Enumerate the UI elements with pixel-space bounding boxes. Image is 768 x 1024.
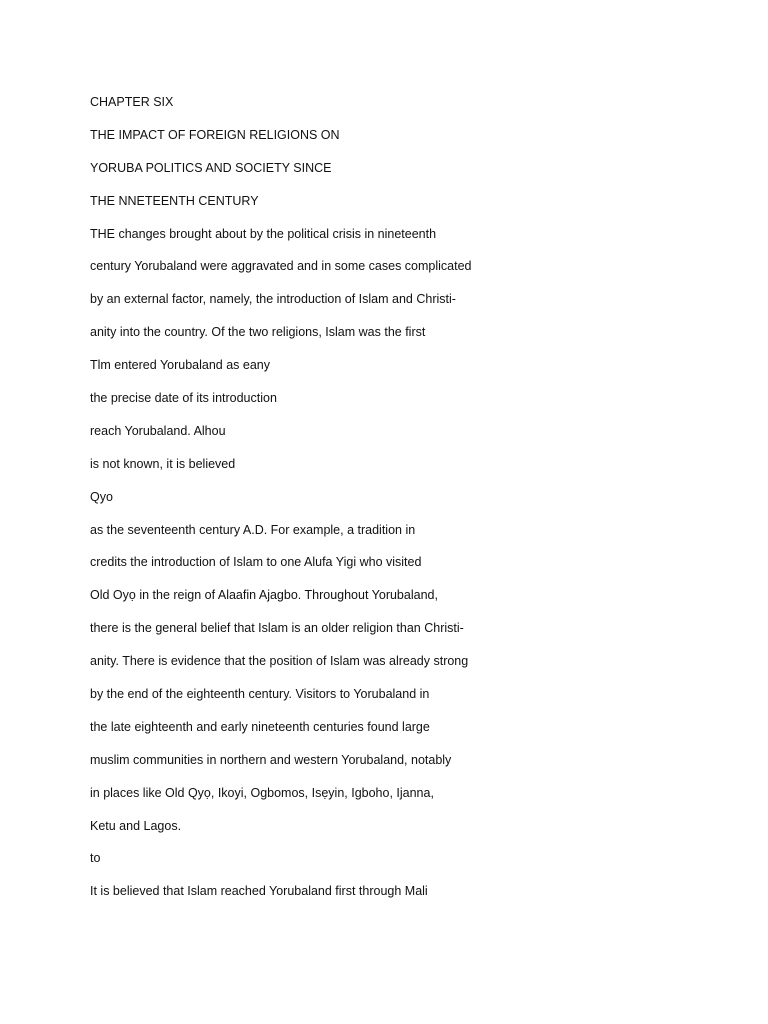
body-text-line: Ketu and Lagos. — [90, 818, 182, 833]
body-text-line: Tlm entered Yorubaland as eany — [90, 358, 270, 373]
body-text-line: the late eighteenth and early nineteenth centuries found large — [90, 719, 430, 734]
body-text-line: Qyo — [90, 489, 113, 504]
chapter-title-line: THE IMPACT OF FOREIGN RELIGIONS ON — [90, 127, 340, 142]
body-text-line: anity into the country. Of the two religions, Islam was the first — [90, 325, 426, 340]
body-text-line: credits the introduction of Islam to one Alufa Yigi who visited — [90, 555, 422, 570]
body-text-line: there is the general belief that Islam is an older religion than Christi- — [90, 621, 464, 636]
body-text-line: in places like Old Qyọ, Ikoyi, Ogbomos, Isẹyin, Igboho, Ijanna, — [90, 785, 434, 800]
chapter-heading: CHAPTER SIX — [90, 95, 174, 109]
body-text-line: Old Oyọ in the reign of Alaafin Ajagbo. Throughout Yorubaland, — [90, 588, 438, 603]
body-text-line: by an external factor, namely, the introduction of Islam and Christi- — [90, 292, 456, 307]
body-text-line: muslim communities in northern and western Yorubaland, notably — [90, 752, 452, 767]
body-text-line: as the seventeenth century A.D. For example, a tradition in — [90, 522, 416, 537]
body-text-line: by the end of the eighteenth century. Visitors to Yorubaland in — [90, 687, 430, 702]
body-text-line: century Yorubaland were aggravated and in some cases complicated — [90, 259, 472, 274]
body-text-line: the precise date of its introduction — [90, 391, 277, 406]
body-text-line: anity. There is evidence that the position of Islam was already strong — [90, 654, 469, 669]
body-text-line: It is believed that Islam reached Yorubaland first through Mali — [90, 884, 428, 899]
body-text-line: THE changes brought about by the political crisis in nineteenth — [90, 226, 437, 241]
chapter-title-line: YORUBA POLITICS AND SOCIETY SINCE — [90, 160, 332, 175]
body-text-line: is not known, it is believed — [90, 456, 236, 471]
chapter-title-line: THE NNETEENTH CENTURY — [90, 193, 259, 208]
document-body — [90, 93, 730, 915]
body-text-line: reach Yorubaland. Alhou — [90, 423, 226, 438]
body-text-line: to — [90, 851, 101, 866]
